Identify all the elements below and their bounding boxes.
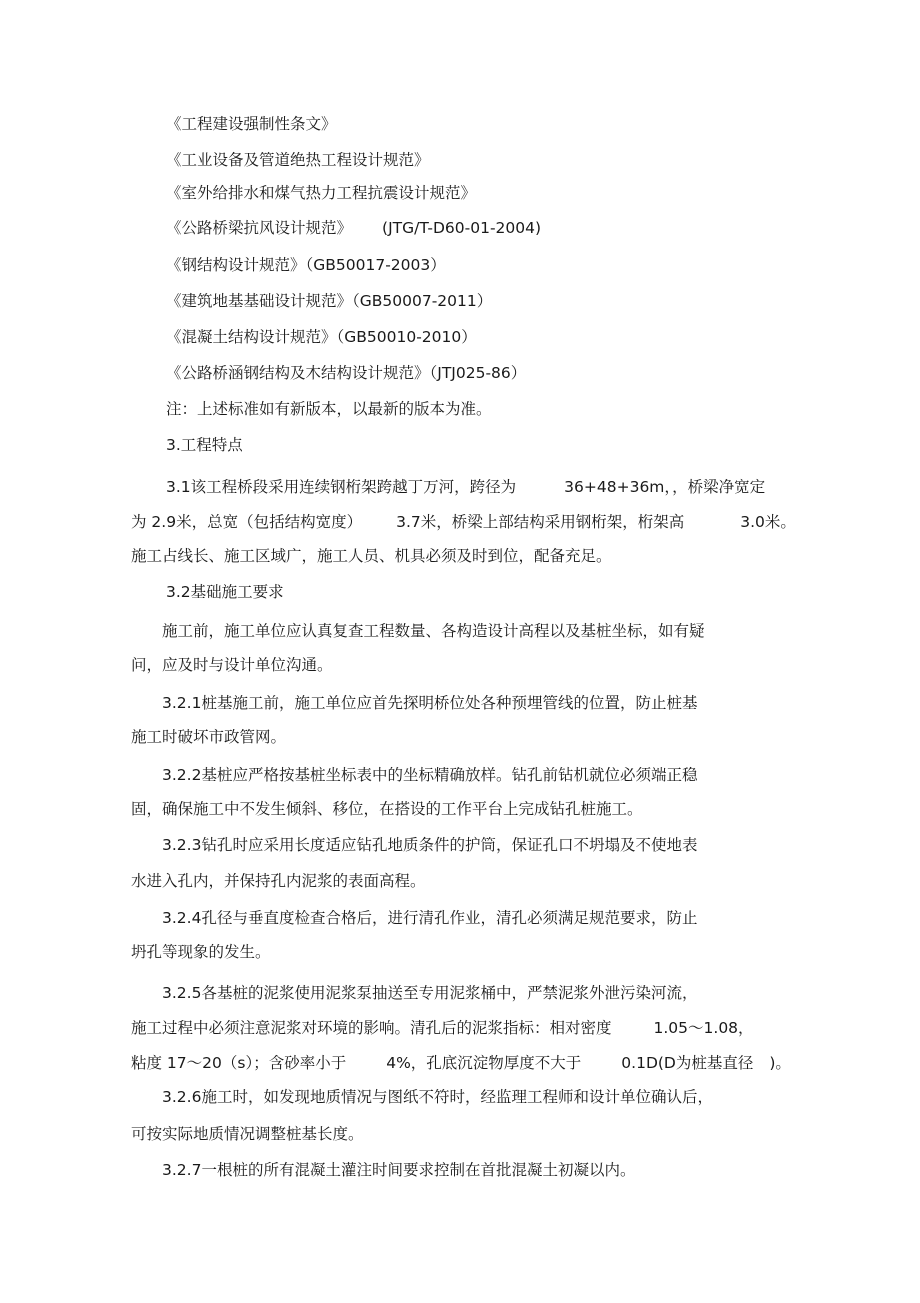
- paragraph-line: 水进入孔内，并保持孔内泥浆的表面高程。: [131, 872, 426, 890]
- text-segment: 施工过程中必须注意泥浆对环境的影响。清孔后的泥浆指标：相对密度: [131, 1019, 612, 1037]
- standards-note: 注：上述标准如有新版本，以最新的版本为准。: [166, 400, 492, 418]
- paragraph-line: 3.2.7一根桩的所有混凝土灌注时间要求控制在首批混凝土初凝以内。: [162, 1161, 636, 1179]
- text-segment: 1.05～1.08，: [653, 1019, 754, 1037]
- text-segment: 为 2.9米，总宽（包括结构宽度）: [131, 513, 363, 531]
- paragraph-line: 施工占线长、施工区域广，施工人员、机具必须及时到位，配备充足。: [131, 547, 612, 565]
- standard-item: 《工程建设强制性条文》: [166, 115, 337, 133]
- paragraph-line: 可按实际地质情况调整桩基长度。: [131, 1125, 364, 1143]
- paragraph-line: 施工前，施工单位应认真复查工程数量、各构造设计高程以及基桩坐标，如有疑: [162, 622, 705, 640]
- text-segment: 3.7米，桥梁上部结构采用钢桁架，桁架高: [396, 513, 685, 531]
- paragraph-line: [131, 512, 796, 532]
- text-segment: 3.1该工程桥段采用连续钢桁架跨越丁万河，跨径为: [166, 478, 517, 496]
- section-heading: 3.工程特点: [166, 436, 243, 454]
- paragraph-line: 3.2.5各基桩的泥浆使用泥浆泵抽送至专用泥浆桶中，严禁泥浆外泄污染河流，: [162, 984, 698, 1002]
- text-segment: )。: [769, 1054, 791, 1072]
- text-segment: 粘度 17～20（s）；含砂率小于: [131, 1054, 347, 1072]
- subsection-heading: 3.2基础施工要求: [166, 583, 284, 601]
- standard-item: 《混凝土结构设计规范》（GB50010-2010）: [166, 328, 477, 346]
- text-segment: 0.1D(D为桩基直径: [621, 1054, 754, 1072]
- text-segment: 3.0米。: [740, 513, 796, 531]
- text-segment: 36+48+36m，，桥梁净宽定: [564, 478, 766, 496]
- paragraph-line: 3.2.2基桩应严格按基桩坐标表中的坐标精确放样。钻孔前钻机就位必须端正稳: [162, 766, 698, 784]
- standard-item: 《钢结构设计规范》（GB50017-2003）: [166, 256, 446, 274]
- paragraph-line: 3.2.1桩基施工前，施工单位应首先探明桥位处各种预埋管线的位置，防止桩基: [162, 694, 698, 712]
- standard-item: 《工业设备及管道绝热工程设计规范》: [166, 151, 430, 169]
- paragraph-line: 问，应及时与设计单位沟通。: [131, 656, 333, 674]
- paragraph-line: 3.2.3钻孔时应采用长度适应钻孔地质条件的护筒，保证孔口不坍塌及不使地表: [162, 836, 698, 854]
- paragraph-line: 施工时破坏市政管网。: [131, 728, 287, 746]
- paragraph-line: [166, 477, 765, 497]
- paragraph-line: [131, 1053, 791, 1073]
- text-segment: 4%，孔底沉淀物厚度不大于: [386, 1054, 582, 1072]
- standard-item-title: 《公路桥梁抗风设计规范》: [166, 219, 353, 237]
- standard-item-code: (JTG/T-D60-01-2004): [382, 219, 542, 237]
- standard-item: 《公路桥涵钢结构及木结构设计规范》（JTJ025-86）: [166, 364, 527, 382]
- paragraph-line: 3.2.4孔径与垂直度检查合格后，进行清孔作业，清孔必须满足规范要求，防止: [162, 909, 698, 927]
- standard-item: 《室外给排水和煤气热力工程抗震设计规范》: [166, 184, 477, 202]
- paragraph-line: 3.2.6施工时，如发现地质情况与图纸不符时，经监理工程师和设计单位确认后，: [162, 1088, 713, 1106]
- standard-item: [166, 218, 541, 238]
- paragraph-line: 固，确保施工中不发生倾斜、移位，在搭设的工作平台上完成钻孔桩施工。: [131, 800, 643, 818]
- paragraph-line: 坍孔等现象的发生。: [131, 943, 271, 961]
- paragraph-line: [131, 1018, 754, 1038]
- standard-item: 《建筑地基基础设计规范》（GB50007-2011）: [166, 292, 493, 310]
